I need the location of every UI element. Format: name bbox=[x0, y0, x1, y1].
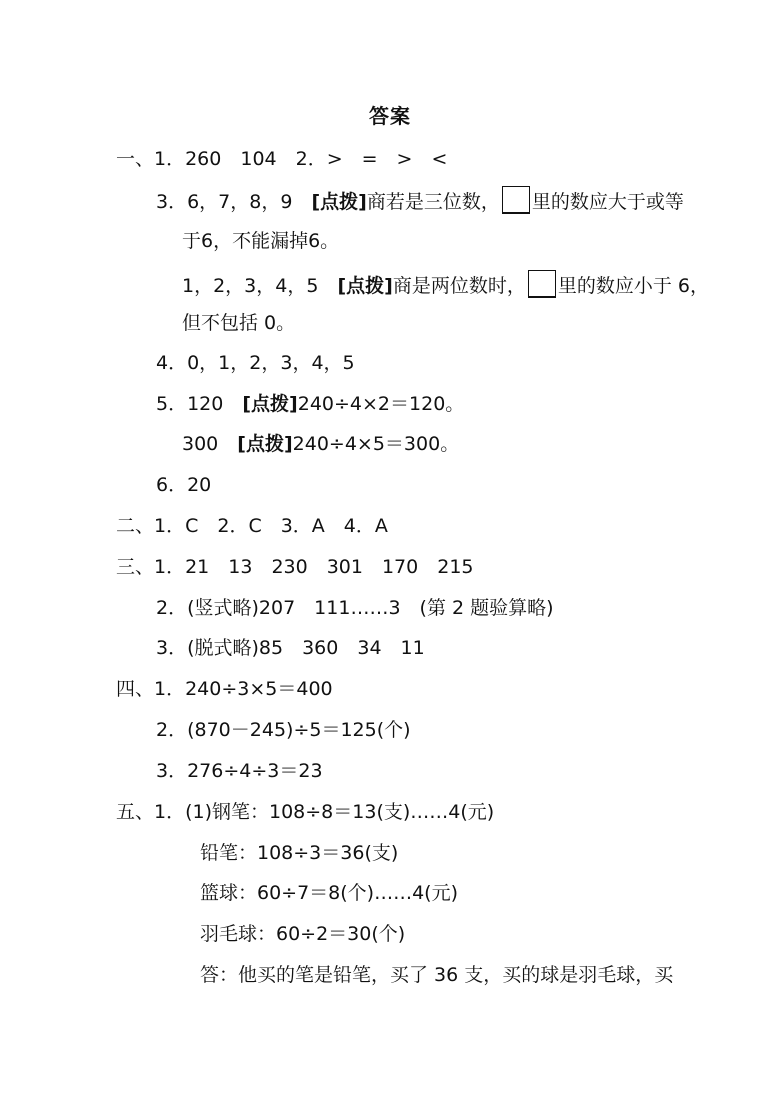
hint-label: [点拨] bbox=[237, 433, 293, 455]
hint-text: 240÷4×5＝300。 bbox=[292, 433, 460, 455]
hint-text: 240÷4×2＝120。 bbox=[297, 393, 465, 415]
page-title: 答案 bbox=[369, 104, 411, 128]
hint-text: 里的数应小于 6， bbox=[557, 275, 709, 297]
answer-line-21: 答：他买的笔是铅笔，买了 36 支，买的球是羽毛球，买 bbox=[200, 964, 674, 986]
answer-line-7 bbox=[156, 391, 464, 417]
hint-label: [点拨] bbox=[337, 275, 393, 297]
answer-text: 300 bbox=[182, 433, 238, 455]
answer-line-15: 2．(870－245)÷5＝125(个) bbox=[156, 719, 411, 741]
answer-text: 3．6，7，8，9 bbox=[156, 191, 312, 213]
answer-line-17: 五、1．(1)钢笔：108÷8＝13(支)……4(元) bbox=[116, 801, 495, 823]
answer-line-8 bbox=[182, 431, 459, 457]
hint-text: 商若是三位数， bbox=[366, 191, 500, 213]
answer-line-10: 二、1．C 2．C 3．A 4．A bbox=[116, 515, 388, 537]
answer-line-9: 6．20 bbox=[156, 474, 212, 496]
answer-line-1: 一、1．260 104 2．> = > < bbox=[116, 148, 448, 170]
answer-line-12: 2．(竖式略)207 111……3 (第 2 题验算略) bbox=[156, 597, 554, 619]
hint-text: 里的数应大于或等 bbox=[531, 191, 684, 213]
answer-line-11: 三、1．21 13 230 301 170 215 bbox=[116, 556, 474, 578]
answer-line-3: 于6，不能漏掉6。 bbox=[182, 230, 340, 252]
blank-box bbox=[502, 186, 530, 214]
answer-line-18: 铅笔：108÷3＝36(支) bbox=[200, 842, 399, 864]
answer-line-2 bbox=[156, 186, 684, 215]
answer-line-16: 3．276÷4÷3＝23 bbox=[156, 760, 323, 782]
answer-line-14: 四、1．240÷3×5＝400 bbox=[116, 678, 333, 700]
blank-box bbox=[528, 270, 556, 298]
answer-text: 5．120 bbox=[156, 393, 243, 415]
answer-line-4 bbox=[182, 270, 709, 299]
answer-line-13: 3．(脱式略)85 360 34 11 bbox=[156, 637, 425, 659]
hint-label: [点拨] bbox=[242, 393, 298, 415]
answer-line-20: 羽毛球：60÷2＝30(个) bbox=[200, 923, 406, 945]
hint-label: [点拨] bbox=[311, 191, 367, 213]
answer-line-19: 篮球：60÷7＝8(个)……4(元) bbox=[200, 882, 459, 904]
answer-text: 1，2，3，4，5 bbox=[182, 275, 338, 297]
hint-text: 商是两位数时， bbox=[392, 275, 526, 297]
answer-line-6: 4．0，1，2，3，4，5 bbox=[156, 352, 355, 374]
answer-line-5: 但不包括 0。 bbox=[182, 312, 296, 334]
